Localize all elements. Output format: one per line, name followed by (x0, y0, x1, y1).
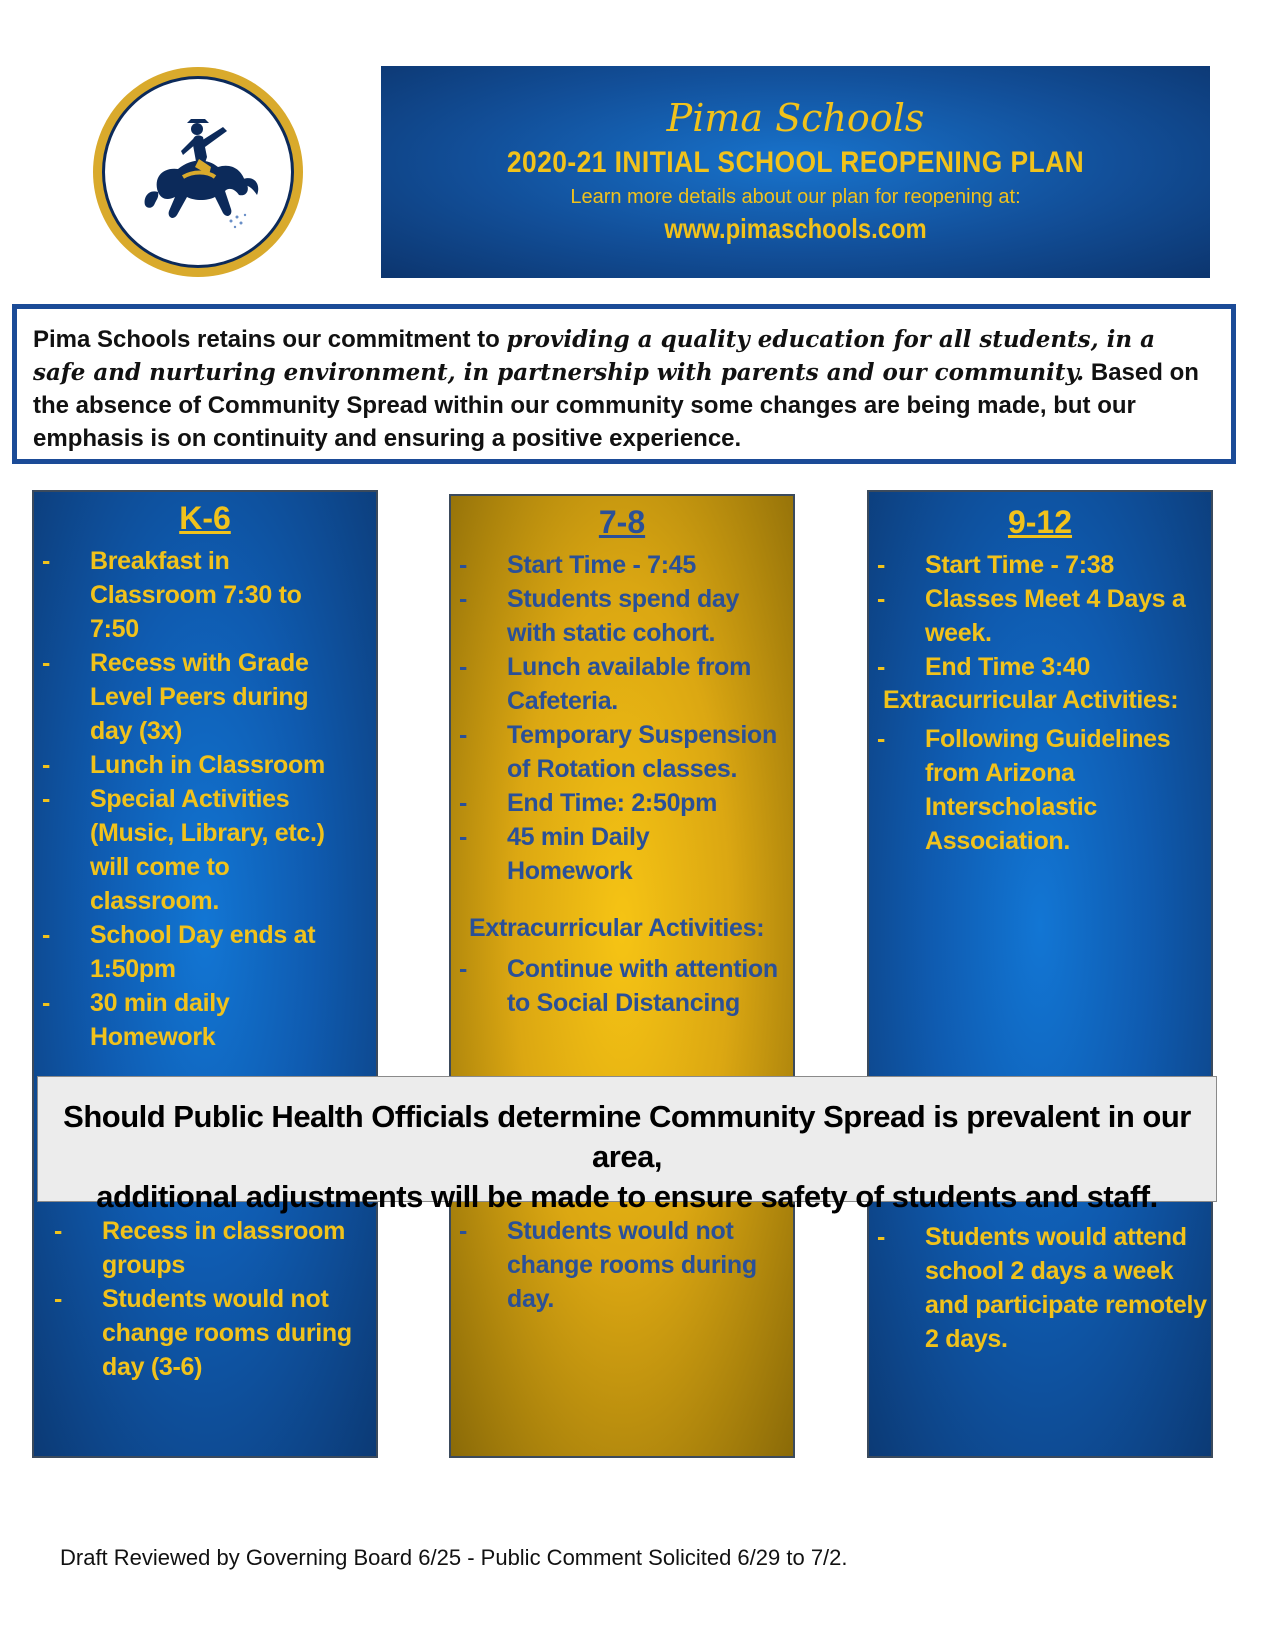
grade78-list (451, 548, 781, 888)
draft-footer: Draft Reviewed by Governing Board 6/25 - Public Comment Solicited 6/29 to 7/2. (60, 1545, 848, 1570)
header-banner (381, 66, 1210, 278)
list-item: - Students would not change rooms during day. (459, 1217, 757, 1313)
grade912-extra-list (869, 722, 1209, 858)
list-item: - Breakfast in Classroom 7:30 to 7:50 (42, 547, 302, 643)
banner-title: Pima Schools (666, 96, 925, 140)
list-item: - 30 min daily Homework (42, 989, 230, 1051)
logo-inner-circle (102, 76, 294, 268)
list-item: - Lunch available from Cafeteria. (459, 653, 752, 715)
community-spread-notice (37, 1076, 1217, 1214)
extracurricular-heading: Extracurricular Activities: (883, 686, 1179, 714)
column-heading-7-8: 7-8 (598, 504, 646, 540)
intro-emphasis: providing a quality education for all students, in a safe and nurturing environment, in partnership with parents and our community. (33, 326, 1156, 386)
column-heading-9-12: 9-12 (1007, 504, 1073, 540)
notice-line-1: Should Public Health Officials determine Community Spread is prevalent in our area, (63, 1099, 1191, 1174)
notice-line-2: additional adjustments will be made to ensure safety of students and staff. (96, 1179, 1158, 1214)
list-item: - Classes Meet 4 Days a week. (877, 585, 1186, 647)
list-item: - Start Time - 7:38 (877, 551, 1114, 579)
grade78-extra-list (451, 952, 781, 1020)
list-item: - Start Time - 7:45 (459, 551, 696, 579)
k6-list (34, 544, 354, 1054)
school-logo (93, 67, 303, 277)
column-heading-k6: K-6 (179, 500, 231, 536)
list-item: - End Time: 2:50pm (459, 789, 718, 817)
list-item: - 45 min Daily Homework (459, 823, 650, 885)
banner-learn-more: Learn more details about our plan for reopening at: (570, 186, 1021, 208)
column-k6 (32, 490, 378, 1458)
commitment-statement (12, 304, 1236, 464)
column-9-12 (867, 490, 1213, 1458)
list-item: - Temporary Suspension of Rotation classes. (459, 721, 777, 783)
grade78-lower-list (451, 1214, 781, 1316)
list-item: - Following Guidelines from Arizona Interscholastic Association. (877, 725, 1171, 855)
banner-url-link[interactable]: www.pimaschools.com (664, 213, 927, 244)
list-item: - Continue with attention to Social Distancing (459, 955, 778, 1017)
column-7-8 (449, 494, 795, 1458)
list-item: - End Time 3:40 (877, 653, 1091, 681)
banner-subtitle: 2020-21 INITIAL SCHOOL REOPENING PLAN (506, 146, 1085, 179)
list-item: - Recess in classroom groups (54, 1217, 346, 1279)
list-item: - Recess with Grade Level Peers during day (3x) (42, 649, 309, 745)
grade912-list (869, 548, 1209, 684)
list-item: - Lunch in Classroom (42, 751, 325, 779)
k6-lower-list (46, 1214, 366, 1384)
grade912-lower-list (869, 1220, 1209, 1356)
intro-rest: Based on the absence of Community Spread within our community some changes are being made, but our emphasis is on continuity and ensuring a positive experience. (33, 359, 1199, 452)
bucking-bronco-rider-icon (123, 97, 273, 247)
list-item: - Students would not change rooms during day (3-6) (54, 1285, 352, 1381)
list-item: - Special Activities (Music, Library, etc.) will come to classroom. (42, 785, 325, 915)
list-item: - Students spend day with static cohort. (459, 585, 740, 647)
intro-lead: Pima Schools retains our commitment to (33, 326, 507, 353)
extracurricular-heading: Extracurricular Activities: (469, 914, 765, 942)
list-item: - Students would attend school 2 days a week and participate remotely 2 days. (877, 1223, 1207, 1353)
list-item: - School Day ends at 1:50pm (42, 921, 316, 983)
